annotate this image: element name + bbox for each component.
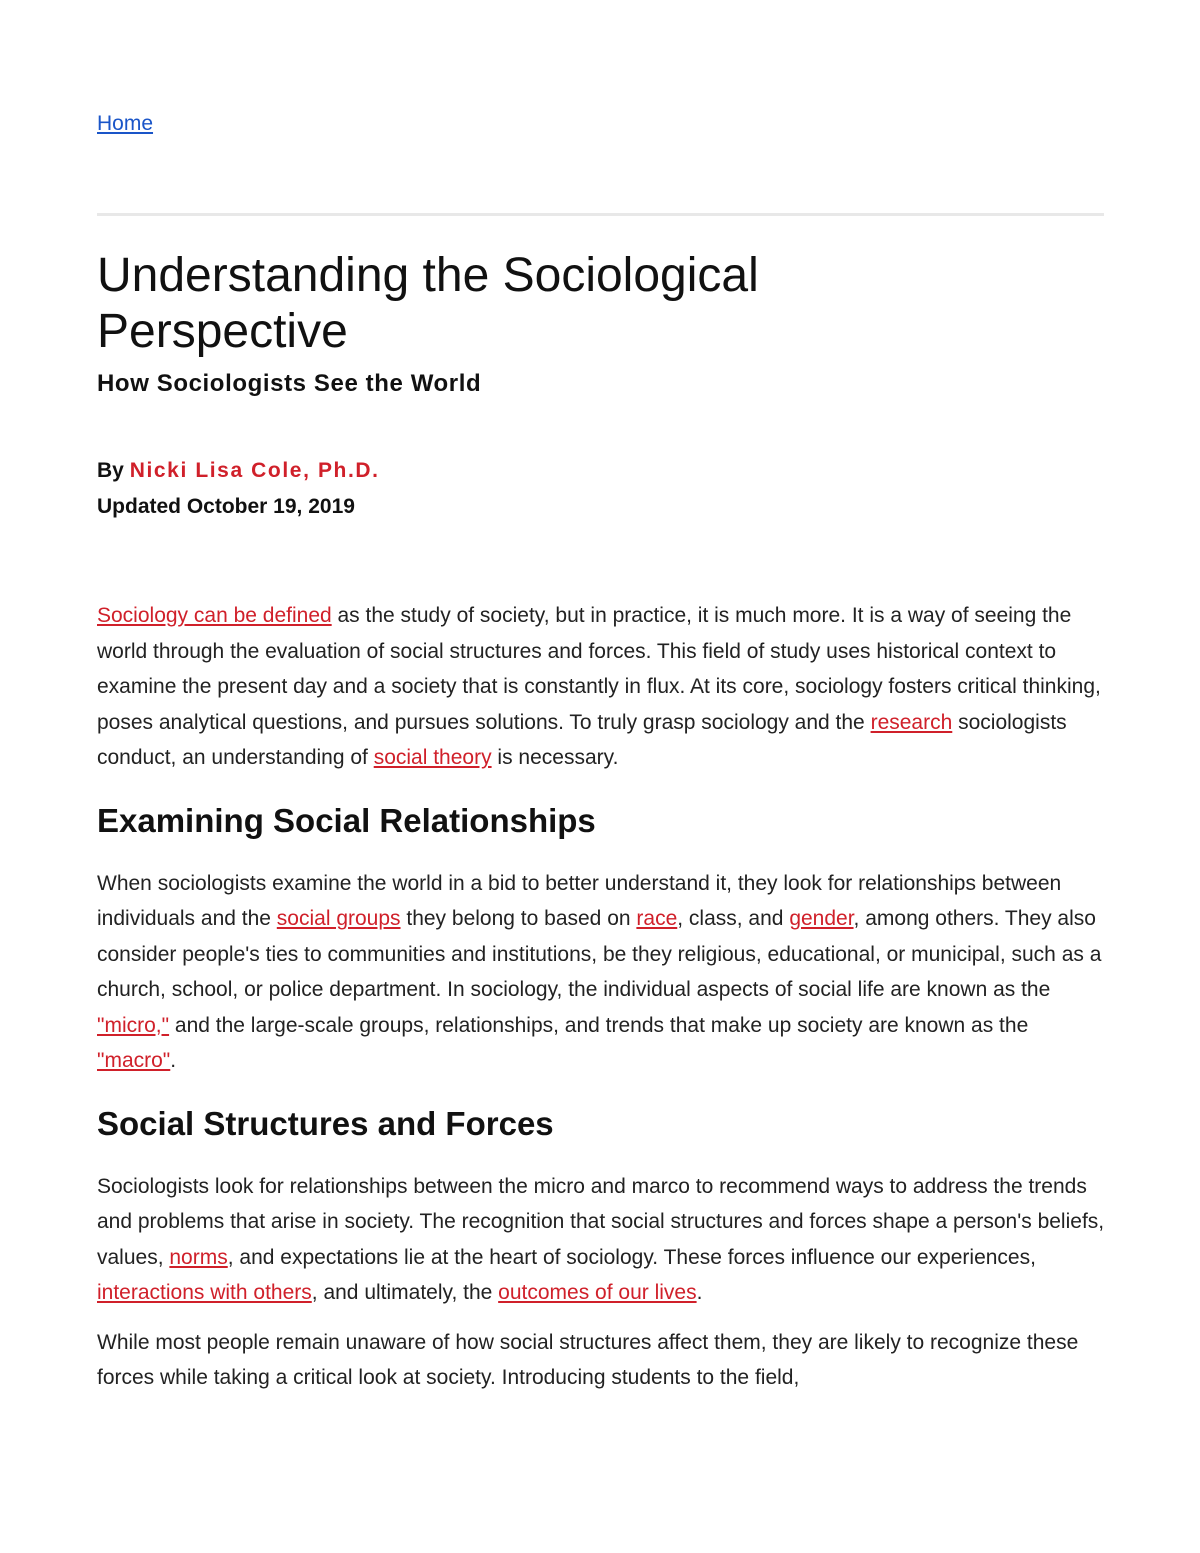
- link-social-theory[interactable]: social theory: [373, 746, 492, 769]
- text: as the study of society, but in practice, it is much more. It is a way of seeing the world through the evaluation of social structures and forces. This field of study uses historical context to examine the present day and a society that is constantly in flux. At its core, sociology fosters critical thinking, poses analytical questions, and pursues solutions. To truly grasp sociology and the: [97, 604, 1101, 734]
- article-body: [97, 598, 1107, 1396]
- link-research[interactable]: research: [870, 710, 953, 734]
- paragraph-awareness: [97, 1325, 1107, 1396]
- byline-label: By: [97, 459, 130, 482]
- text: , class, and: [677, 907, 790, 930]
- paragraph-intro: [97, 598, 1107, 776]
- text: When sociologists examine the world in a bid to better understand it, they look for relationships between individuals and the: [97, 871, 1062, 930]
- text: .: [696, 1281, 703, 1304]
- link-sociology-defined[interactable]: Sociology can be defined: [97, 604, 332, 627]
- heading-social-structures-and-forces: Social Structures and Forces: [97, 1104, 554, 1142]
- header-divider: [97, 213, 1104, 216]
- article-title: Understanding the Sociological Perspective: [97, 249, 759, 358]
- text: , and expectations lie at the heart of sociology. These forces influence our experiences,: [227, 1245, 1036, 1269]
- text: and the large-scale groups, relationships, and trends that make up society are known as the: [169, 1013, 1029, 1037]
- article-subtitle: How Sociologists See the World: [97, 370, 482, 397]
- text: While most people remain unaware of how social structures affect them, they are likely to recognize these forces while taking a critical look at society. Introducing students to the field,: [97, 1330, 1079, 1389]
- link-interactions-with-others[interactable]: interactions with others: [97, 1281, 312, 1304]
- paragraph-relationships: [97, 866, 1107, 1079]
- text: is necessary.: [491, 746, 619, 769]
- link-micro[interactable]: "micro,": [97, 1013, 170, 1037]
- updated-date: Updated October 19, 2019: [97, 495, 355, 518]
- heading-examining-social-relationships: Examining Social Relationships: [97, 801, 596, 839]
- author-link[interactable]: Nicki Lisa Cole, Ph.D.: [129, 459, 380, 482]
- paragraph-structures: [97, 1169, 1107, 1311]
- text: Sociologists look for relationships between the micro and marco to recommend ways to address the trends and problems that arise in society. The recognition that social structures and forces shape a person's beliefs, values,: [97, 1174, 1105, 1269]
- text: , and ultimately, the: [311, 1281, 499, 1304]
- text: sociologists conduct, an understanding of: [97, 710, 1067, 769]
- link-gender[interactable]: gender: [789, 907, 854, 930]
- link-race[interactable]: race: [636, 907, 678, 930]
- home-link[interactable]: Home: [97, 112, 154, 135]
- link-macro[interactable]: "macro": [97, 1049, 171, 1072]
- link-outcomes-of-our-lives[interactable]: outcomes of our lives: [498, 1281, 697, 1304]
- breadcrumb: [97, 112, 153, 136]
- link-social-groups[interactable]: social groups: [276, 907, 401, 930]
- text: .: [170, 1049, 177, 1072]
- link-norms[interactable]: norms: [169, 1245, 228, 1269]
- byline: [97, 459, 380, 483]
- text: , among others. They also consider people's ties to communities and institutions, be they religious, educational, or municipal, such as a church, school, or police department. In sociology, the individual aspects of social life are known as the: [97, 907, 1102, 1001]
- text: they belong to based on: [400, 907, 637, 930]
